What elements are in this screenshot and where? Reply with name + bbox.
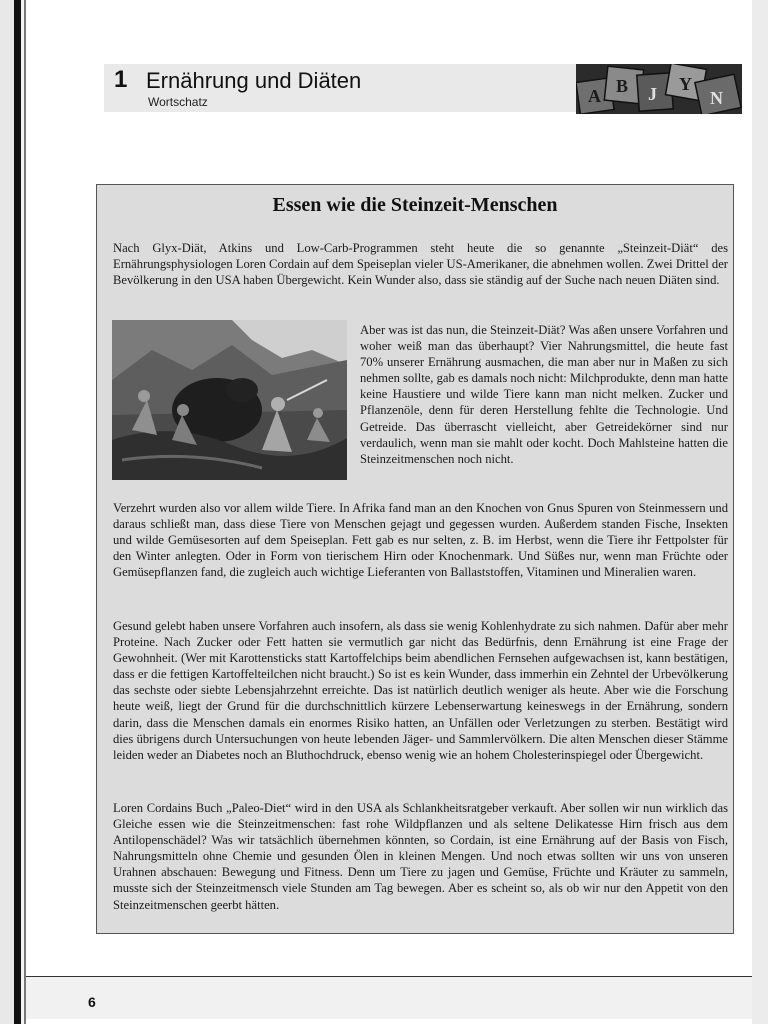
svg-text:J: J [648, 84, 657, 104]
footer-band [26, 977, 752, 1019]
scan-edge-left [0, 0, 14, 1024]
article-paragraph-1: Nach Glyx-Diät, Atkins und Low-Carb-Programmen steht heute die so genannte „Steinzeit-Diät“ des Ernährungsphysiologen Loren Cordain auf dem Speiseplan vieler US-Amerikaner, die abnehmen wollen. Zwei Drittel der Bevölkerung in den USA haben Übergewicht. Kein Wunder also, dass sie ständig auf der Suche nach neuen Diäten sind. [113, 241, 728, 288]
svg-text:Y: Y [679, 74, 692, 94]
chapter-number: 1 [114, 66, 128, 93]
page-number: 6 [88, 994, 96, 1010]
chapter-section-label: Wortschatz [148, 95, 208, 109]
article-paragraph-3: Verzehrt wurden also vor allem wilde Tiere. In Afrika fand man an den Knochen von Gnus Spuren von Steinmessern und daraus schließt man, dass diese Tiere von Menschen gejagt und gegessen wurden. Außerdem standen Fische, Insekten und wilde Gemüsesorten auf dem Speiseplan. Fett gab es nur selten, z. B. im Herbst, wenn die Tiere ihr Fettpolster für den Winter anlegten. Oder in Form von tierischem Hirn oder Knochenmark. Und Süßes nur, wenn man Früchte oder Gemüsepflanzen fand, die zugleich auch wichtige Lieferanten von Ballaststoffen, Vitaminen und Mineralien waren. [113, 501, 728, 580]
svg-text:A: A [588, 86, 601, 106]
letter-blocks-image [576, 64, 742, 114]
book-spine-shadow [14, 0, 21, 1024]
article-paragraph-2: Aber was ist das nun, die Steinzeit-Diät? Was aßen unsere Vorfahren und woher weiß man das überhaupt? Vier Nahrungsmittel, die heute fast 70% unserer Ernährung ausmachen, die man aber nur in Maßen zu sich nehmen sollte, gab es damals noch nicht: Milchprodukte, denn man hatte keine Haustiere und wilde Tiere kann man nicht melken. Zucker und Pflanzenöle, denn für deren Herstellung fehlte die Technologie. Und Getreide. Das überrascht vielleicht, aber Getreidekörner sind nur verdaulich, wenn man sie mahlt oder kocht. Doch Mahlsteine hatten die Steinzeitmenschen noch nicht. [360, 323, 728, 466]
scan-edge-right [752, 0, 768, 1024]
svg-text:B: B [616, 76, 629, 96]
article-paragraph-4: Gesund gelebt haben unsere Vorfahren auch insofern, als dass sie wenig Kohlenhydrate zu sich nahmen. Dafür aber mehr Proteine. Nach Zucker oder Fett hatten sie vermutlich gar nicht das Bedürfnis, denn Ernährung ist eine Frage der Gewohnheit. (Wer mit Karottensticks statt Kartoffelchips beim abendlichen Fernsehen aufgewachsen ist, kann bestätigen, dass er die fettigen Kartoffelteilchen nicht braucht.) So ist es kein Wunder, dass immerhin ein Zehntel der Urbevölkerung das sechste oder siebte Lebensjahrzehnt erreichte. Das ist natürlich deutlich weniger als heute. Aber wie die Forschung heute weiß, liegt der Grund für die durchschnittlich kürzere Lebenserwartung keineswegs in der Ernährung, sondern darin, dass die Menschen damals ein enormes Risiko hatten, an Unfällen oder Verletzungen zu sterben. Bestätigt wird dies übrigens durch Untersuchungen von heute lebenden Jäger- und Sammlervölkern. Die alten Menschen dieser Stämme leiden weder an Diabetes noch an Bluthochdruck, ebenso wenig wie an hohem Cholesterinspiegel oder Übergewicht. [113, 619, 728, 762]
svg-text:N: N [710, 88, 723, 108]
article-paragraph-5: Loren Cordains Buch „Paleo-Diet“ wird in den USA als Schlankheitsratgeber verkauft. Aber sollen wir nun wirklich das Gleiche essen wie die Steinzeitmenschen: fast rohe Wildpflanzen und als seltene Delikatesse Hirn frisch aus dem Antilopenschädel? Was wir tatsächlich übernehmen könnten, so Cordain, ist eine Ernährung auf der Basis von Fisch, Nahrungsmitteln ohne Chemie und gesunden Ölen in kleinen Mengen. Und noch etwas sollten wir uns von unseren Urahnen abschauen: Bewegung und Fitness. Denn um Tiere zu jagen und Gemüse, Früchte und Kräuter zu sammeln, musste sich der Steinzeitmensch viele Stunden am Tag bewegen. Aber es scheint so, als ob wir nur den Appetit von den Steinzeitmenschen geerbt hätten. [113, 801, 728, 912]
article-title: Essen wie die Steinzeit-Menschen [272, 194, 558, 216]
chapter-title: Ernährung und Diäten [146, 68, 362, 93]
stone-age-hunters-illustration [112, 320, 347, 480]
